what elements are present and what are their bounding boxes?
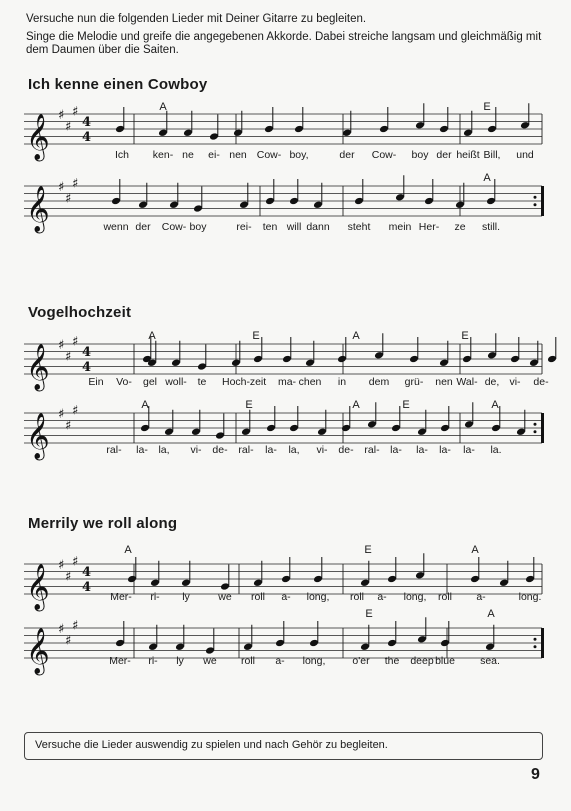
lyric-syllable: Vo- [116,376,132,388]
lyric-syllable: de- [338,444,354,456]
sharp-icon: ♯ [65,191,72,207]
lyric-syllable: in [337,376,347,388]
lyric-syllable: a- [377,591,387,603]
lyric-syllable: ken- [152,149,174,161]
lyric-syllable: ri- [150,591,160,603]
lyric-syllable: ze [454,221,466,233]
intro-line-2: Singe die Melodie und greife die angegebenen Akkorde. Dabei streiche langsam und gleichmäßig mit [26,31,542,43]
chord-label: A [352,399,360,411]
lyric-syllable: ly [176,655,184,667]
lyric-syllable: long, [306,591,330,603]
lyric-syllable: la- [416,444,428,456]
lyric-syllable: Wal- [456,376,478,388]
lyric-syllable: o'er [352,655,370,667]
sharp-icon: ♯ [72,104,79,120]
sharp-icon: ♯ [58,622,65,637]
lyric-syllable: blue [435,655,455,667]
lyric-syllable: ral- [364,444,380,456]
chord-label: E [365,608,373,620]
lyric-syllable: la, [158,444,170,456]
lyric-syllable: nen [229,149,247,161]
lyric-syllable: boy, [289,149,309,161]
time-signature: 4 [82,130,92,145]
lyric-syllable: la. [490,444,502,456]
lyric-syllable: roll [437,591,453,603]
lyric-syllable: ne [182,149,194,161]
chord-label: E [483,101,491,113]
sharp-icon: ♯ [72,334,79,350]
lyric-syllable: Mer- [109,655,131,667]
chord-label: A [471,544,479,556]
lyric-syllable: heißt [456,149,480,161]
lyric-syllable: roll [349,591,365,603]
lyric-syllable: the [384,655,400,667]
final-bar-line [541,628,544,658]
lyric-syllable: will [286,221,302,233]
lyric-syllable: roll [250,591,266,603]
lyric-syllable: Cow- [256,149,282,161]
lyric-syllable: la- [136,444,148,456]
time-signature: 4 [82,115,92,130]
lyric-syllable: a- [476,591,486,603]
lyric-syllable: still. [481,221,501,233]
time-signature: 4 [82,565,92,580]
lyric-syllable: Ein [88,376,104,388]
lyric-syllable: ei- [208,149,220,161]
staff-notation [24,176,544,232]
treble-clef-icon: 𝄞 [26,344,50,390]
lyric-syllable: ma- [277,376,297,388]
lyric-syllable: boy [189,221,207,233]
lyric-syllable: vi- [316,444,328,456]
sharp-icon: ♯ [72,403,79,419]
lyric-syllable: ten [262,221,278,233]
lyric-syllable: de- [533,376,549,388]
lyric-syllable: we [218,591,232,603]
lyric-syllable: long. [518,591,542,603]
sharp-icon: ♯ [65,349,72,365]
sharp-icon: ♯ [65,569,72,585]
treble-clef-icon: 𝄞 [26,628,50,674]
lyric-syllable: we [203,655,217,667]
chord-label: A [159,101,167,113]
repeat-dot [534,196,537,199]
lyric-syllable: boy [411,149,429,161]
footer-box [24,732,543,760]
lyric-syllable: long, [302,655,326,667]
sharp-icon: ♯ [65,418,72,434]
song-title-merrily: Merrily we roll along [28,515,178,532]
song-title-cowboy: Ich kenne einen Cowboy [28,76,208,93]
lyric-syllable: Her- [418,221,440,233]
sharp-icon: ♯ [72,176,79,192]
lyric-syllable: Mer- [110,591,132,603]
chord-label: E [364,544,372,556]
sharp-icon: ♯ [72,618,79,634]
lyric-syllable: nen [435,376,453,388]
treble-clef-icon: 𝄞 [26,413,50,459]
lyric-syllable: zeit [249,376,267,388]
lyric-syllable: woll- [165,376,187,388]
lyric-syllable: la- [439,444,451,456]
lyric-syllable: ly [182,591,190,603]
intro-line-3: dem Daumen über die Saiten. [26,44,179,56]
lyric-syllable: vi- [190,444,202,456]
lyric-syllable: gel [142,376,158,388]
lyric-syllable: grü- [404,376,424,388]
chord-label: E [461,330,469,342]
chord-label: A [141,399,149,411]
lyric-syllable: ral- [238,444,254,456]
treble-clef-icon: 𝄞 [26,186,50,232]
repeat-dot [534,645,537,648]
treble-clef-icon: 𝄞 [26,114,50,160]
lyric-syllable: Hoch- [221,376,251,388]
lyric-syllable: a- [275,655,285,667]
repeat-dot [534,430,537,433]
lyric-syllable: a- [281,591,291,603]
lyric-syllable: chen [298,376,322,388]
repeat-dot [534,423,537,426]
lyric-syllable: der [436,149,452,161]
lyric-syllable: der [339,149,355,161]
lyric-syllable: Cow- [371,149,397,161]
chord-label: A [483,172,491,184]
lyric-syllable: der [135,221,151,233]
final-bar-line [541,186,544,216]
staff-2 [24,176,544,232]
sharp-icon: ♯ [58,108,65,123]
lyric-syllable: Ich [114,149,130,161]
chord-label: A [124,544,132,556]
lyric-syllable: deep [410,655,434,667]
chord-label: E [252,330,260,342]
lyric-syllable: steht [347,221,371,233]
lyric-syllable: und [516,149,534,161]
sharp-icon: ♯ [58,180,65,195]
final-bar-line [541,413,544,443]
lyric-syllable: vi- [509,376,521,388]
repeat-dot [534,638,537,641]
lyric-syllable: la- [265,444,277,456]
sharp-icon: ♯ [58,338,65,353]
time-signature: 4 [82,345,92,360]
sharp-icon: ♯ [58,407,65,422]
treble-clef-icon: 𝄞 [26,564,50,610]
sharp-icon: ♯ [72,554,79,570]
page-number: 9 [531,766,540,783]
sharp-icon: ♯ [58,558,65,573]
intro-line-1: Versuche nun die folgenden Lieder mit Deiner Gitarre zu begleiten. [26,13,367,25]
lyric-syllable: de, [484,376,500,388]
repeat-dot [534,203,537,206]
song-title-vogelhochzeit: Vogelhochzeit [28,304,132,321]
lyric-syllable: wenn [103,221,129,233]
chord-label: A [487,608,495,620]
lyric-syllable: dem [368,376,390,388]
chord-label: A [148,330,156,342]
lyric-syllable: ral- [106,444,122,456]
lyric-syllable: sea. [480,655,500,667]
lyric-syllable: Cow- [161,221,187,233]
sharp-icon: ♯ [65,119,72,135]
lyric-syllable: la- [463,444,475,456]
lyric-syllable: ri- [148,655,158,667]
lyric-syllable: long, [403,591,427,603]
chord-label: E [245,399,253,411]
lyric-syllable: roll [240,655,256,667]
lyric-syllable: mein [388,221,412,233]
time-signature: 4 [82,360,92,375]
chord-label: E [402,399,410,411]
lyric-syllable: la, [288,444,300,456]
lyric-syllable: te [197,376,207,388]
footer-text: Versuche die Lieder auswendig zu spielen und nach Gehör zu begleiten. [35,739,388,751]
lyric-syllable: la- [390,444,402,456]
lyric-syllable: dann [306,221,330,233]
sharp-icon: ♯ [65,633,72,649]
time-signature: 4 [82,580,92,595]
lyric-syllable: rei- [236,221,252,233]
lyric-syllable: Bill, [483,149,501,161]
chord-label: A [352,330,360,342]
chord-label: A [491,399,499,411]
lyric-syllable: de- [212,444,228,456]
